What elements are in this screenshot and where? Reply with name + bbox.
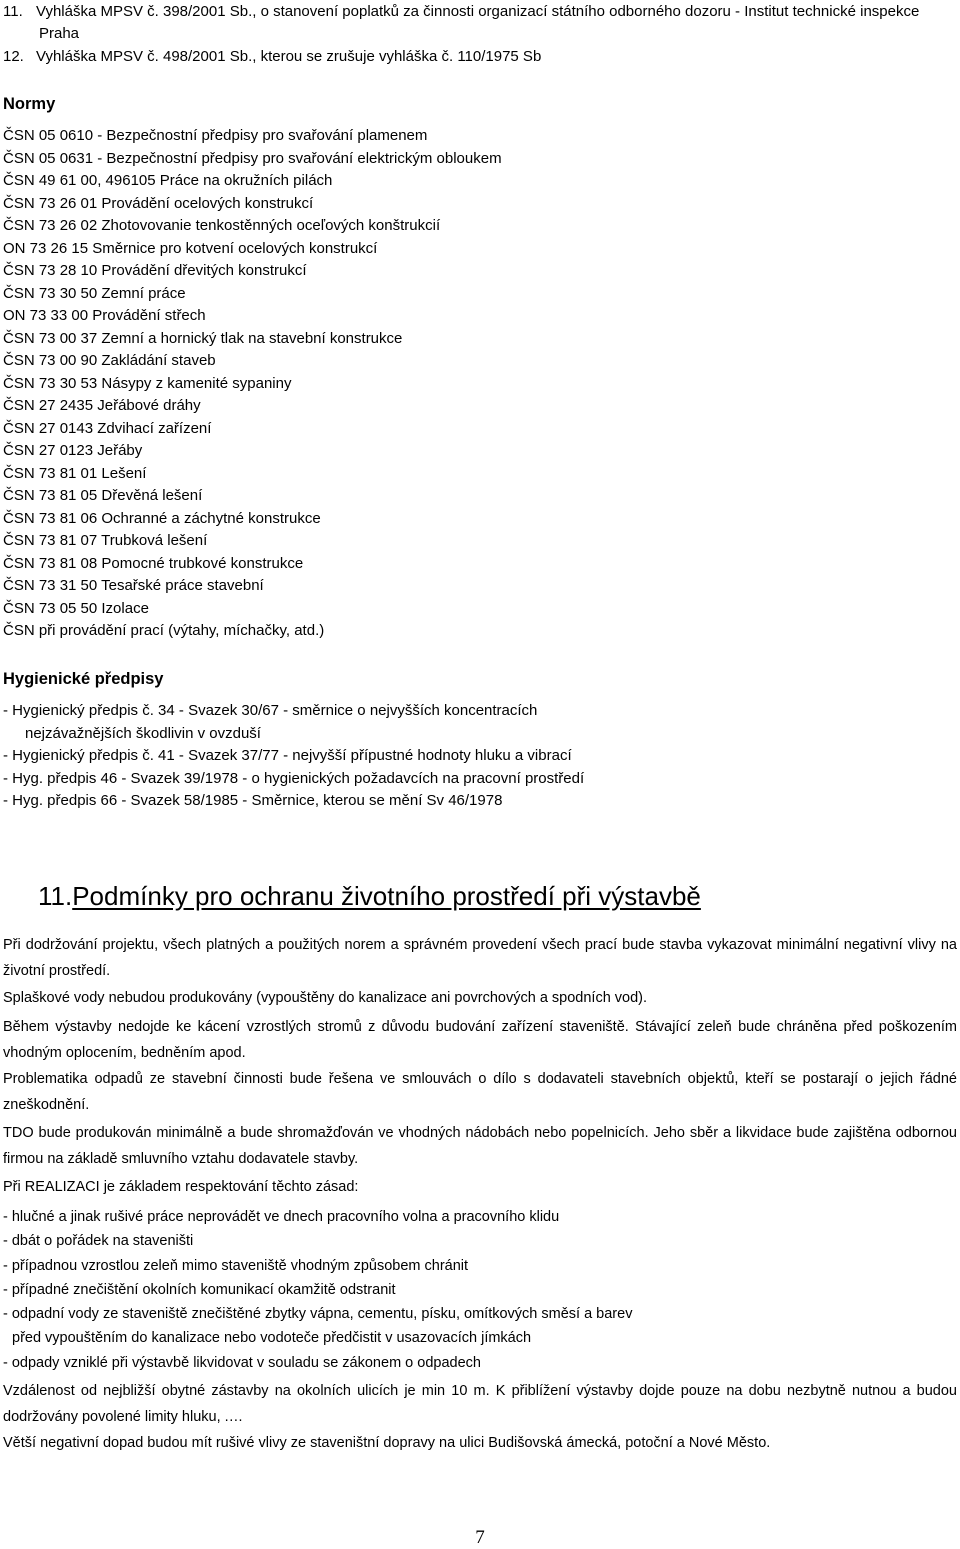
norm-item: ČSN 73 31 50 Tesařské práce stavební	[3, 577, 264, 594]
section-heading-normy: Normy	[3, 95, 56, 113]
rule-item: - dbát o pořádek na staveništi	[3, 1233, 194, 1250]
list-item	[3, 2, 919, 22]
rule-item: - odpadní vody ze staveniště znečištěné zbytky vápna, cementu, písku, omítkových směsí a barev	[3, 1306, 633, 1323]
chapter-heading	[38, 878, 701, 914]
paragraph: Během výstavby nedojde ke kácení vzrostlých stromů z důvodu budování zařízení staveniště. Stávající zeleň bude chráněna před poškozením vhodným oplocením, bedněním apod.	[3, 1019, 957, 1061]
rule-item: - hlučné a jinak rušivé práce neprovádět ve dnech pracovního volna a pracovního klidu	[3, 1209, 560, 1225]
norm-item: ČSN 73 81 01 Lešení	[3, 464, 147, 482]
norm-list	[3, 125, 502, 643]
norm-item: ČSN 27 0143 Zdvihací zařízení	[3, 419, 212, 437]
hygiene-item: - Hygienický předpis č. 34 - Svazek 30/67 - směrnice o nejvyšších koncentracích	[3, 702, 538, 719]
norm-item: ČSN 27 2435 Jeřábové dráhy	[3, 397, 201, 414]
paragraph: Při REALIZACI je základem respektování těchto zásad:	[3, 1179, 359, 1195]
list-text: Vyhláška MPSV č. 398/2001 Sb., o stanovení poplatků za činnosti organizací státního odborného dozoru - Institut technické inspekce	[36, 3, 920, 20]
rule-item: - případnou vzrostlou zeleň mimo staveniště vhodným způsobem chránit	[3, 1257, 469, 1274]
paragraph: Vzdálenost od nejbližší obytné zástavby na okolních ulicích je min 10 m. K přiblížení výstavby dojde pouze na dobu nezbytně nutnou a budou dodržovány povolené limity hluku, .…	[3, 1383, 957, 1425]
norm-item: ČSN 73 26 02 Zhotovovanie tenkostěnných oceľových konštrukcií	[3, 217, 441, 234]
hygiene-item: - Hyg. předpis 66 - Svazek 58/1985 - Směrnice, kterou se mění Sv 46/1978	[3, 792, 503, 809]
list-item-continuation: Praha	[39, 25, 80, 42]
paragraph: Větší negativní dopad budou mít rušivé vlivy ze staveništní dopravy na ulici Budišovská ámecká, potoční a Nové Město.	[3, 1435, 771, 1451]
norm-item: ČSN 05 0610 - Bezpečnostní předpisy pro svařování plamenem	[3, 127, 428, 144]
norm-item: ČSN při provádění prací (výtahy, míchačky, atd.)	[3, 622, 325, 639]
norm-item: ČSN 73 81 08 Pomocné trubkové konstrukce	[3, 554, 304, 572]
norm-item: ČSN 73 30 53 Násypy z kamenité sypaniny	[3, 374, 292, 392]
rules-list	[3, 1205, 632, 1375]
hygiene-list	[3, 700, 584, 813]
chapter-title: Podmínky pro ochranu životního prostředí při výstavbě	[72, 881, 701, 911]
chapter-number: 11.	[38, 881, 73, 911]
norm-item: ON 73 26 15 Směrnice pro kotvení ocelových konstrukcí	[3, 239, 378, 257]
norm-item: ČSN 49 61 00, 496105 Práce na okružních pilách	[3, 172, 333, 189]
paragraph: Splaškové vody nebudou produkovány (vypouštěny do kanalizace ani povrchových a spodních vod).	[3, 990, 648, 1006]
norm-item: ČSN 73 81 07 Trubková lešení	[3, 532, 208, 549]
norm-item: ČSN 73 81 06 Ochranné a záchytné konstrukce	[3, 509, 321, 527]
norm-item: ČSN 73 00 37 Zemní a hornický tlak na stavební konstrukce	[3, 329, 403, 347]
norm-item: ČSN 05 0631 - Bezpečnostní předpisy pro svařování elektrickým obloukem	[3, 149, 502, 167]
paragraph: Problematika odpadů ze stavební činnosti bude řešena ve smlouvách o dílo s dodavateli stavebních objektů, kteří se postarají o jejich řádné zneškodnění.	[3, 1071, 957, 1113]
section-heading-hygiene: Hygienické předpisy	[3, 670, 164, 688]
list-text: Vyhláška MPSV č. 498/2001 Sb., kterou se zrušuje vyhláška č. 110/1975 Sb	[36, 48, 542, 65]
norm-item: ČSN 73 30 50 Zemní práce	[3, 284, 186, 302]
norm-item: ČSN 27 0123 Jeřáby	[3, 442, 143, 459]
norm-item: ČSN 73 05 50 Izolace	[3, 599, 149, 617]
hygiene-item-continuation: nejzávažnějších škodlivin v ovzduší	[25, 724, 261, 742]
page-number: 7	[475, 1527, 485, 1548]
rule-item: - odpady vzniklé při výstavbě likvidovat v souladu se zákonem o odpadech	[3, 1354, 481, 1371]
hygiene-item: - Hyg. předpis 46 - Svazek 39/1978 - o hygienických požadavcích na pracovní prostředí	[3, 769, 585, 787]
paragraph: Při dodržování projektu, všech platných a použitých norem a správném provedení všech prací bude stavba vykazovat minimální negativní vlivy na životní prostředí.	[3, 937, 957, 979]
norm-item: ČSN 73 81 05 Dřevěná lešení	[3, 487, 203, 504]
paragraph: TDO bude produkován minimálně a bude shromažďován ve vhodných nádobách nebo popelnicích. Jeho sběr a likvidace bude zajištěna odbornou firmou na základě smluvního vztahu dodavatele stavby.	[3, 1125, 957, 1167]
list-number: 12.	[3, 48, 24, 65]
rule-item-continuation: před vypouštěním do kanalizace nebo vodoteče předčistit v usazovacích jímkách	[12, 1330, 532, 1347]
rule-item: - případné znečištění okolních komunikací okamžitě odstranit	[3, 1281, 396, 1298]
norm-item: ČSN 73 00 90 Zakládání staveb	[3, 352, 216, 369]
list-item	[3, 47, 541, 67]
norm-item: ČSN 73 28 10 Provádění dřevitých konstrukcí	[3, 262, 307, 279]
list-number: 11.	[3, 3, 23, 20]
hygiene-item: - Hygienický předpis č. 41 - Svazek 37/77 - nejvyšší přípustné hodnoty hluku a vibrací	[3, 747, 572, 764]
norm-item: ČSN 73 26 01 Provádění ocelových konstrukcí	[3, 194, 314, 212]
norm-item: ON 73 33 00 Provádění střech	[3, 307, 206, 324]
